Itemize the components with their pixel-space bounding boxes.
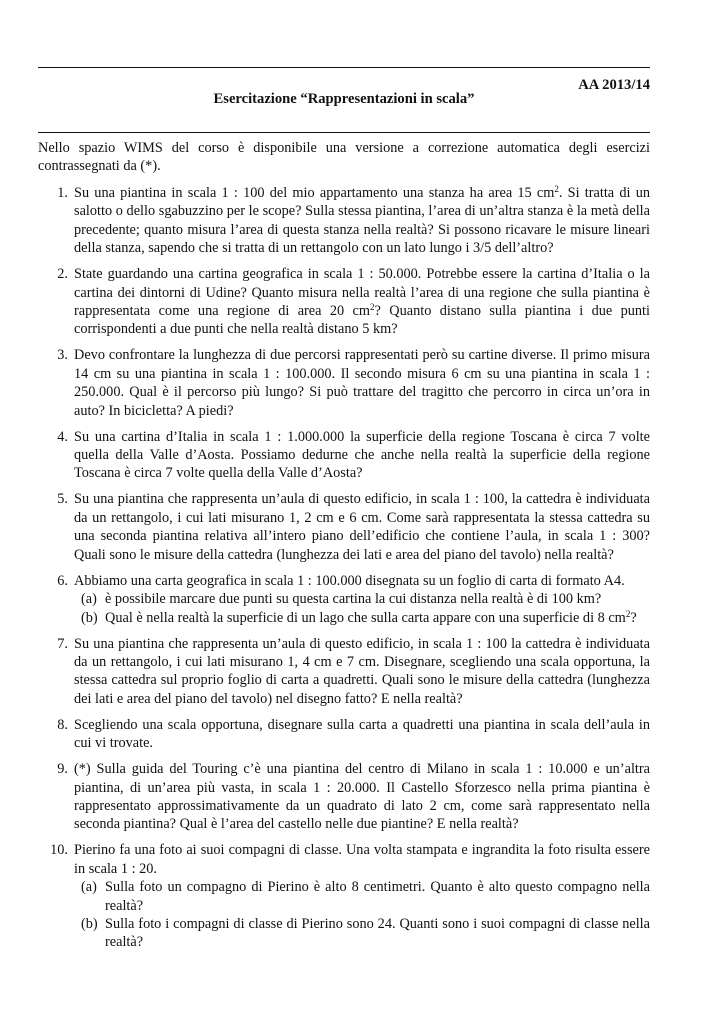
sub-label: (a) (81, 879, 97, 896)
sub-question-b (74, 915, 650, 952)
exercise-1 (38, 184, 650, 258)
superscript: 2 (554, 184, 559, 194)
sub-question-text: Qual è nella realtà la superficie di un lago che sulla carta appare con una superficie di 8 $cm^2$? (105, 608, 637, 626)
exercise-9 (38, 760, 650, 834)
exercise-10 (38, 841, 650, 951)
sub-question-text: Sulla foto un compagno di Pierino è alto 8 centimetri. Quanto è alto questo compagno nella realtà? (105, 879, 650, 914)
document-title: Esercitazione “Rappresentazioni in scala” (213, 91, 475, 107)
exercise-text: Su una cartina d’Italia in scala 1 : 1.000.000 la superficie della regione Toscana è circa 7 volte quella della Valle d’Aosta. Possiamo dedurne che anche nella realtà la superficie della regione Toscana è circa 7 volte quella della Valle d’Aosta? (74, 428, 650, 482)
document-page (38, 0, 650, 1024)
exercise-number: 3. (57, 347, 68, 364)
document-header (38, 76, 650, 126)
exercise-number: 10. (50, 842, 68, 859)
exercise-text: Devo confrontare la lunghezza di due percorsi rappresentati però su cartine diverse. Il primo misura 14 cm su una piantina in scala 1 : 100.000. Il secondo misura 6 cm su una piantina in scala 1 : 250.000. Qual è il percorso più lungo? Si può trattare del tragitto che percorro in circa un’ora in auto? In bicicletta? A piedi? (74, 347, 650, 419)
exercise-number: 5. (57, 491, 68, 508)
sub-question-b (74, 609, 650, 627)
sub-question-a (74, 878, 650, 915)
exercise-3 (38, 346, 650, 420)
sub-label: (b) (81, 915, 98, 932)
exercise-4 (38, 428, 650, 483)
superscript: 2 (370, 302, 375, 313)
top-rule (38, 67, 650, 68)
exercise-number: 4. (57, 428, 68, 445)
exercise-list (38, 184, 650, 959)
exercise-number: 1. (57, 185, 68, 201)
superscript: 2 (625, 608, 631, 619)
exercise-text: State guardando una cartina geografica in scala 1 : 50.000. Potrebbe essere la cartina d’Italia o la cartina dei dintorni di Udine? Quanto misura nella realtà l’area di una regione che sulla piantina è rappresentata come una regione di area 20 $cm^2$? Quanto distano sulla piantina i due punti corrispondenti a due punti che nella realtà distano 5 km? (74, 266, 650, 338)
exercise-7 (38, 635, 650, 709)
exercise-6 (38, 572, 650, 627)
exercise-number: 9. (57, 761, 68, 778)
exercise-5 (38, 490, 650, 564)
exercise-text: Su una piantina che rappresenta un’aula di questo edificio, in scala 1 : 100, la cattedra è individuata da un rettangolo, i cui lati misurano 1, 2 cm e 6 cm. Come sarà rappresentata la stessa cattedra su una seconda piantina relativa all’intero piano dell’edificio che contiene l’aula, in scala 1 : 300? Quali sono le misure della cattedra (lunghezza dei lati e area del piano del tavolo) nella realtà? (74, 491, 650, 563)
exercise-text: Abbiamo una carta geografica in scala 1 : 100.000 disegnata su un foglio di carta di formato A4. (74, 572, 625, 589)
sub-label: (a) (81, 591, 97, 608)
exercise-8 (38, 716, 650, 753)
exercise-text: (*) Sulla guida del Touring c’è una piantina del centro di Milano in scala 1 : 10.000 e un’altra piantina, di un’area più vasta, in scala 1 : 20.000. Il Castello Sforzesco nella prima piantina è rappresentato approssimativamente da un quadrato di lato 2 cm, come sarà rappresentato nella seconda piantina? Qual è l’area del castello nelle due piantine? E nella realtà? (74, 761, 650, 833)
exercise-number: 8. (57, 716, 68, 733)
academic-year: AA 2013/14 (578, 77, 650, 93)
exercise-text: Pierino fa una foto ai suoi compagni di classe. Una volta stampata e ingrandita la foto risulta essere in scala 1 : 20. (74, 842, 650, 877)
header-rule (38, 132, 650, 133)
exercise-text: Su una piantina che rappresenta un’aula di questo edificio, in scala 1 : 100 la cattedra è individuata da un rettangolo, i cui lati misurano 1, 4 cm e 7 cm. Disegnare, scegliendo una scala opportuna, la stessa cattedra sul proprio foglio di carta a quadretti. Quali sono le misure della cattedra (lunghezza dei lati e area del piano del tavolo) nel disegno fatto? E nella realtà? (74, 635, 650, 707)
intro-paragraph: Nello spazio WIMS del corso è disponibile una versione a correzione automatica degli esercizi contrassegnati da (*). (38, 140, 650, 175)
sub-question-text: è possibile marcare due punti su questa cartina la cui distanza nella realtà è di 100 km? (105, 591, 602, 608)
exercise-number: 6. (57, 572, 68, 589)
exercise-text: Su una piantina in scala 1 : 100 del mio appartamento una stanza ha area 15 $cm^2$. Si tratta di un salotto o dello sgabuzzino per le scope? Sulla stessa piantina, l’area di un’altra stanza è la metà della precedente; quanto misura l’area di questa stanza nella realtà? Si possono ricavare le misure lineari della stanza, sapendo che si tratta di un rettangolo con un lato lungo i 3/5 dell’altro? (74, 184, 650, 257)
sub-question-a (74, 590, 650, 608)
exercise-number: 2. (57, 266, 68, 283)
sub-question-text: Sulla foto i compagni di classe di Pierino sono 24. Quanti sono i suoi compagni di classe nella realtà? (105, 915, 650, 951)
exercise-number: 7. (57, 635, 68, 652)
exercise-text: Scegliendo una scala opportuna, disegnare sulla carta a quadretti una piantina in scala dell’aula in cui vi trovate. (74, 716, 650, 752)
exercise-2 (38, 265, 650, 339)
sub-label: (b) (81, 609, 98, 626)
